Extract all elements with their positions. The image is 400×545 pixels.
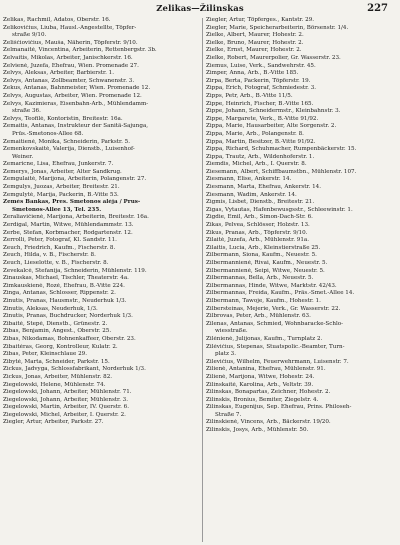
directory-entry: Zemenkovskaitė, Valerija, Dienstb., Luisenhof- [3, 146, 135, 153]
directory-entry: Zibaitėras, Georg, Kontrolleur, Kulatr. 2. [3, 343, 118, 350]
directory-entry: Ziegler, Artur, Töpferges., Kantstr. 29. [206, 17, 315, 23]
directory-entry: Zinauskas, Michael, Tischler, Theaterstr. 4a. [3, 275, 129, 282]
directory-entry: Zilbermann, Šiona, Kaufm., Neuestr. 5. [206, 252, 317, 259]
directory-entry: Zilaitis, Lucia, Arb., Kleinstierstraße 25. [206, 244, 321, 251]
directory-entry: Zippa, Richard, Schuhmacher, Rumpenbäckerstr. 15. [206, 146, 357, 153]
directory-entry: Zippe, Heinrich, Fischer, B.-Vitte 165. [206, 100, 314, 107]
directory-entry: Zilbermann, Tawoje, Kaufm., Hohestr. 1. [206, 297, 321, 304]
directory-entry: Zigdie, Emil, Arb., Simon-Dach-Str. 6. [206, 214, 313, 221]
directory-entry: Zelikas, Rachmil, Adatos, Oberstr. 16. [3, 17, 111, 23]
directory-entry: Zeuch, Hilda, v. B., Fischerstr. 8. [3, 252, 96, 259]
directory-entry: Zikus, Pranas, Arb., Töpferstr. 9/10. [206, 229, 308, 236]
directory-entry: Zerbe, Stefan, Korbmacher, Rodgartenstr. 12. [3, 229, 133, 236]
directory-entry: Ziegelowski, Helene, Mühlenstr. 74. [3, 381, 106, 388]
directory-entry: Prūs.-Smetonos-Allee 68. [12, 130, 84, 137]
directory-entry: Ziegelowski, Johann, Arbeiter, Mühlenstr. 3. [3, 396, 129, 403]
directory-entry: Zinga, Antanas, Schlosser, Rippenstr. 2. [3, 290, 116, 297]
directory-entry: Zippa, Marie, Arb., Polangenstr. 8. [206, 130, 304, 137]
directory-entry: Zilenas, Antanas, Schmied, Wohnbaracke-Schlo- [206, 320, 344, 327]
directory-entry: Zibas, Benjamin, Angest., Oberstr. 25. [3, 328, 112, 335]
directory-entry: straße 9/10. [12, 32, 47, 39]
directory-entry: Žinutis, Aleksas, Neuderhuk, 1/3. [3, 305, 98, 312]
directory-entry: Zelvaitis, Mikolas, Arbeiter, Janischkerstr. 16. [3, 54, 133, 61]
directory-entry: wiesstraße. [215, 328, 248, 335]
directory-entry: Žimkauskienė, Rozė, Ehefrau, B.-Vitte 224. [3, 282, 125, 289]
directory-entry: Zeuch, Friedrich, Kaufm., Fischerstr. 8. [3, 244, 116, 251]
directory-entry: Zilėnienė, Julijonas, Kaufm., Turnplatz 2. [206, 335, 323, 342]
directory-entry: Zippa, Trautz, Arb., Wildenhoferstr. 1. [206, 153, 315, 160]
directory-entry: Žemerys, Jonas, Arbeiter, Alter Sandkrug. [3, 168, 122, 175]
directory-entry: Ziegelowski, Michel, Arbeiter, I. Querstr. 2. [3, 411, 126, 418]
directory-entry: Zelikovičius, Liuba, Hausl.-Angestellte, Töpfer- [3, 24, 137, 31]
directory-entry: Zilinskis, Josys, Arb., Mühlenstr. 50. [206, 427, 309, 434]
directory-entry: Ziesmann, Wadim, Ankerstr. 14. [206, 191, 297, 198]
directory-entry: Ziegler, Marie, Speicherarbeiterin, Börsenstr. 1/4. [206, 24, 349, 31]
directory-entry: Ziesmann, Marta, Ehefrau, Ankerstr. 14. [206, 184, 322, 191]
directory-entry: Zilbermannas, Hinde, Witwe, Marktstr. 42/43. [206, 282, 337, 289]
directory-entry: Žinutis, Pranas, Hausmstr., Neuderhuk 1/3. [3, 297, 127, 304]
directory-entry: Zimper, Anna, Arb., B.-Vitte 185. [206, 70, 299, 77]
directory-entry: straße 36. [12, 108, 41, 115]
directory-entry: Zerdigal, Martin, Witwe, Mühlendammstr. 13. [3, 222, 134, 229]
directory-entry: Zilbersteinas, Mejerie, Verk., Gr. Wasserstr. 22. [206, 305, 341, 312]
directory-entry: Smetonos-Allee 13, Tel. 235. [12, 206, 102, 213]
directory-entry: Zippe, Margarete, Verk., B.-Vitte 91/92. [206, 115, 319, 122]
directory-entry: Zippa, Martin, Besitzer, B.-Vitte 91/92. [206, 138, 316, 145]
directory-entry: Zelvys, Teofilė, Kontoristin, Breitestr. 16a. [3, 115, 123, 122]
directory-entry: Zippa, Erich, Fotograf, Schmiedestr. 3. [206, 85, 317, 92]
directory-entry: Zilėvičius, Stepenas, Stuatspolic.-Beamter, Turn- [206, 343, 345, 350]
directory-entry: Zickus, Jonas, Arbeiter, Mühlenstr. 82. [3, 373, 113, 380]
directory-entry: Zemaitis, Antanas, Instrukteur der Sanitä-Sajunga, [3, 123, 149, 130]
directory-entry: Zilbrovas, Peter, Arb., Mühlenstr. 63. [206, 313, 311, 320]
directory-entry: Zikas, Pelvea, Schlösser, Holzstr. 13. [206, 222, 310, 229]
directory-entry: Zickus, Jadvyga, Schlossfabrikant, Norderhuk 1/3. [3, 366, 146, 373]
directory-entry: Zeliščiovičius, Mauša, Näherin, Töpferstr. 9/10. [3, 39, 138, 46]
directory-entry: Zilienė, Antanina, Ehefrau, Mühlenstr. 91. [206, 366, 326, 373]
directory-entry: Zigmis, Lisbet, Dienstb., Breitestr. 21. [206, 199, 315, 206]
page-number: 227 [367, 3, 388, 14]
directory-entry: Zigas, Vytautas, Hafenbewusgsstr., Schleewinstr. 1. [206, 206, 353, 213]
directory-entry: Zilbermannas, Bella, Arb., Neuestr. 5. [206, 275, 314, 282]
directory-entry: Zibas, Nikodamas, Bohnenkaffeer, Oberstr. 23. [3, 335, 136, 342]
directory-entry: Zippe, Johann, Schneidermstr., Kleinbahnstr. 3. [206, 108, 341, 115]
directory-entry: Zilevičius, Wilhelm, Feuerwehrmann, Luisenstr. 7. [206, 358, 349, 365]
left-column [3, 17, 191, 427]
directory-entry: Ziegelowski, Johann, Arbeiter, Mühlenstr. 71. [3, 389, 132, 396]
directory-entry: Zeraliavičienė, Marijona, Arbeiterin, Breitestr. 16a. [3, 214, 149, 221]
directory-entry: Zibytė, Marta, Schneider, Parkstr. 15. [3, 358, 110, 365]
directory-entry: Zerrolli, Peter, Fotograf, Kl. Sandstr. 11. [3, 237, 117, 244]
directory-entry: Ziegelowski, Martin, Arbeiter, IV. Querstr. 6. [3, 404, 129, 411]
directory-entry: Zilbermannas, Freida, Kaufm., Präs.-Smet.-Allee 14. [206, 290, 355, 297]
directory-entry: Zielke, Bruno, Maurer, Hohestr. 2. [206, 39, 304, 46]
directory-entry: Zilbermannienė, Rivai, Kaufm., Neuestr. 5. [206, 260, 328, 266]
directory-entry: Zevekalcė, Stefanija, Schneiderin, Mühlenstr. 119. [3, 267, 147, 274]
directory-entry: Zelvys, Aleksas, Arbeiter, Barbierstr. 1. [3, 70, 115, 77]
directory-entry: Zemaricne, Lisa, Ehefrau, Junkerstr. 7. [3, 161, 114, 168]
directory-entry: Zilbermannienė, Seipi, Witwe, Neuestr. 5. [206, 267, 325, 274]
directory-entry: Zielke, Albert, Maurer, Hohestr. 2. [206, 32, 304, 39]
directory-entry: Weiner. [12, 153, 34, 160]
directory-entry: Zilaitė, Juzefa, Arb., Mühlenstr. 91a. [206, 237, 309, 244]
directory-entry: platz 3. [215, 351, 237, 358]
directory-entry: Zeuch, Lieselotte, v. B., Fischerstr. 8. [3, 260, 109, 266]
directory-entry: Zelmanaitė, Vincentina, Arbeiterin, Rettenbergstr. 3b. [3, 47, 157, 54]
directory-entry: Žemgulytė, Marija, Packerin, B.-Vitte 53. [3, 191, 119, 198]
directory-entry: Žemės Bankas, Pres. Smetonos alėja / Prūs- [3, 199, 141, 206]
right-column [206, 17, 394, 435]
directory-entry: Žemaitienė, Monika, Schneiderin, Parkstr. 5. [3, 138, 130, 145]
directory-entry: Žemgulys, Juozas, Arbeiter, Breitestr. 21. [3, 184, 120, 191]
directory-entry: Zirpa, Berta, Packerin, Töpferstr. 19. [206, 77, 311, 84]
directory-entry: Zippa, Marie, Hausarbeiter, Alte Sorgenstr. 2. [206, 123, 337, 130]
directory-entry: Zelvienė, Juzefa, Ehefrau, Wien. Promenade 27. [3, 62, 139, 69]
directory-entry: Zilinskas, Eugenijus, Sep. Ehefrau, Prins. Philoseh- [206, 404, 352, 411]
directory-entry: Zilinskaitė, Karolina, Arb., Veltstr. 39. [206, 381, 314, 388]
directory-entry: Zielke, Robert, Maurerpolier, Gr. Wasserstr. 23. [206, 54, 341, 61]
directory-entry: Žinutis, Pranas, Buchdrucker, Norderhuk 1/3. [3, 313, 133, 320]
column-divider [202, 18, 203, 542]
directory-entry: Žilinskis, Bronius, Bemiter, Ziegelstr. 4. [206, 396, 319, 403]
directory-entry: Zibas, Peter, Kleinschlaue 29. [3, 351, 88, 358]
directory-entry: Ziesemann, Albert, Schiffbaumstbn., Mühlenstr. 107. [206, 168, 357, 175]
directory-entry: Zelvys, Augustas, Arbeiter, Wien. Promenade 12. [3, 92, 142, 99]
directory-entry: Ziesmann, Elise, Ankerstr. 14. [206, 176, 292, 183]
directory-entry: Zibaitė, Stepė, Dienstb., Grünestr. 2. [3, 320, 108, 327]
directory-entry: Žemgulaitė, Marijona, Arbeiterin, Polangenstr. 27. [3, 176, 147, 183]
directory-entry: Zekus, Antanas, Bahnmeister, Wien. Promenade 12. [3, 85, 151, 92]
directory-entry: Zipps, Petr, Arb., B.-Vitte 11/5. [206, 92, 293, 99]
directory-entry: Zelvys, Antanas, Zollbeamter, Schwanenstr. 3. [3, 77, 135, 84]
directory-entry: Žilinskienė, Vincens, Arb., Bäckerstr. 19/20. [206, 419, 331, 426]
directory-entry: Ziemus, Luise, Verk., Sandwehrstr. 45. [206, 62, 316, 69]
directory-entry: Ziegler, Artur, Arbeiter, Parkstr. 27. [3, 419, 104, 426]
directory-entry: Ziemdis, Michel, Arb., I. Querstr. 8. [206, 161, 307, 168]
directory-entry: Zelvys, Kazimieras, Eisenbahn-Arb., Mühlendamm- [3, 100, 149, 107]
running-header: Zelikas—Žilinskas [156, 4, 244, 14]
directory-entry: Zilienė, Marijona, Witwe, Hohestr. 24. [206, 373, 315, 380]
directory-entry: Zielke, Ernst, Maurer, Hohestr. 2. [206, 47, 302, 54]
directory-entry: Zilinskas, Bonapartas, Zeichner, Hohestr. 2. [206, 389, 331, 396]
directory-entry: Straße 7. [215, 411, 242, 418]
